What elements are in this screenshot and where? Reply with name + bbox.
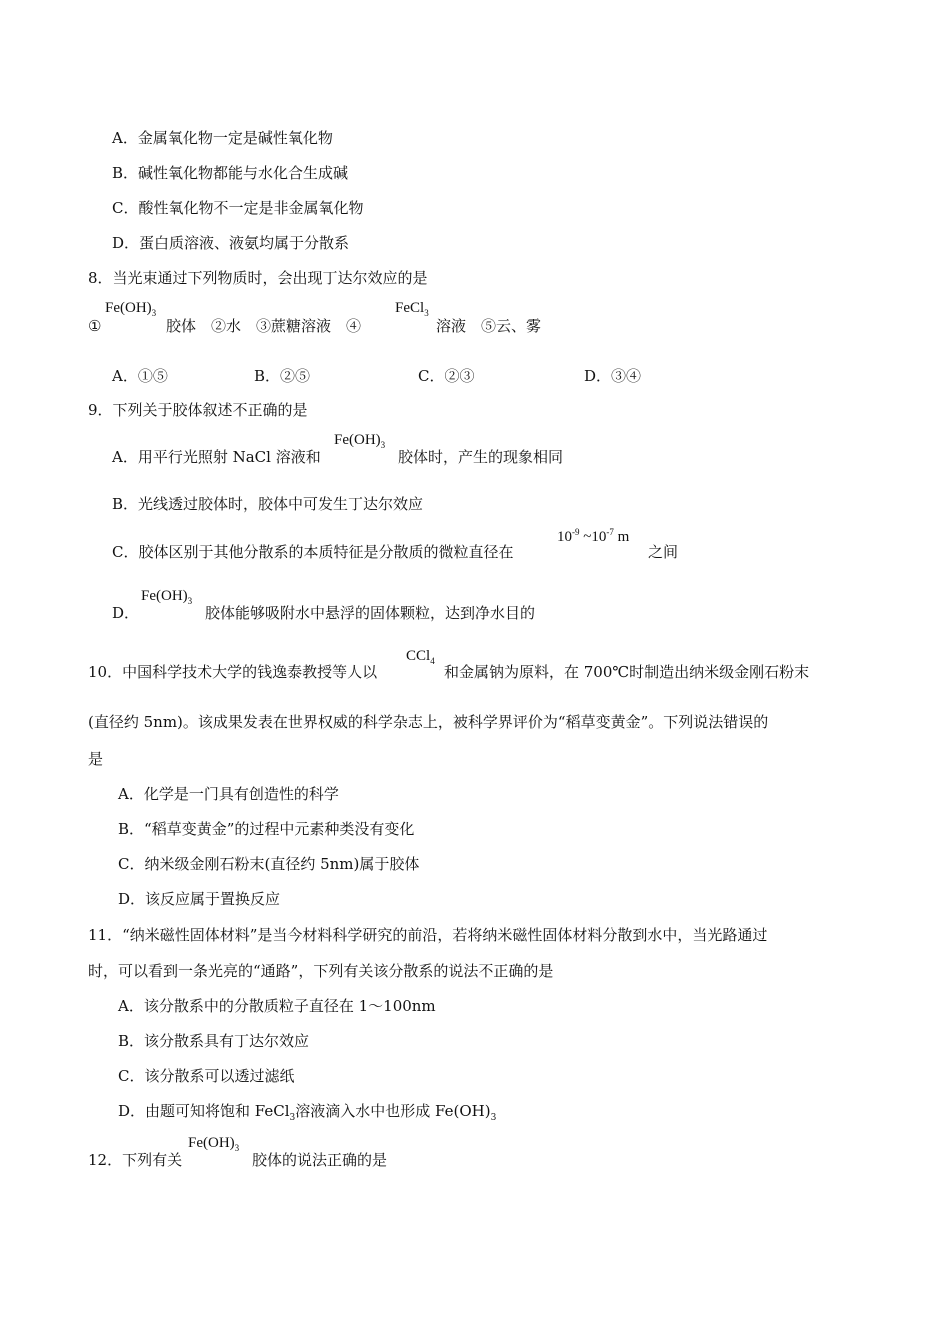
q10-option-b: B．“稻草变黄金”的过程中元素种类没有变化 [118, 820, 415, 838]
q10-option-d: D．该反应属于置换反应 [118, 890, 281, 908]
q8-items-text-2: 溶液 ⑤云、雾 [436, 317, 542, 335]
q10-stem-pre: 10．中国科学技术大学的钱逸泰教授等人以 [88, 663, 378, 681]
q12-stem-post: 胶体的说法正确的是 [252, 1151, 388, 1169]
q8-choice-c: C．②③ [418, 367, 475, 385]
q12-fe-oh-3-formula: $Fe(OH)_3$ [188, 1135, 240, 1153]
q10-option-c: C．纳米级金刚石粉末(直径约 5nm)属于胶体 [118, 855, 420, 873]
q9-option-a-pre: A．用平行光照射 NaCl 溶液和 [112, 448, 321, 466]
q7-option-c: C．酸性氧化物不一定是非金属氧化物 [112, 199, 364, 217]
q9-option-b: B．光线透过胶体时，胶体中可发生丁达尔效应 [112, 495, 424, 513]
q8-fe-oh-3-formula: $Fe(OH)_3$ [105, 300, 157, 318]
q10-ccl4-formula: CCl$_4$ [406, 648, 435, 666]
q8-choice-b: B．②⑤ [254, 367, 311, 385]
q11-option-a: A．该分散系中的分散质粒子直径在 1～100nm [118, 997, 436, 1015]
q7-option-d: D．蛋白质溶液、液氨均属于分散系 [112, 234, 350, 252]
q11-option-d: D．由题可知将饱和 FeCl$_3$溶液滴入水中也形成 $Fe(OH)_3$ [118, 1102, 497, 1123]
q8-choice-a: A．①⑤ [112, 367, 168, 385]
q12-stem-pre: 12．下列有关 [88, 1151, 183, 1169]
q11-option-b: B．该分散系具有丁达尔效应 [118, 1032, 310, 1050]
q7-option-b: B．碱性氧化物都能与水化合生成碱 [112, 164, 349, 182]
q11-stem-line2: 时，可以看到一条光亮的“通路”，下列有关该分散系的说法不正确的是 [88, 962, 554, 980]
q10-stem-post: 和金属钠为原料，在 700℃时制造出纳米级金刚石粉末 [444, 663, 810, 681]
q9-option-d-pre: D． [112, 604, 140, 622]
q10-stem-line2: (直径约 5nm)。该成果发表在世界权威的科学杂志上，被科学界评价为“稻草变黄金”。下列说法错误的 [88, 713, 769, 731]
q8-item1-prefix: ① [88, 317, 102, 335]
q8-fecl3-formula: FeCl$_3$ [395, 300, 429, 318]
q11-stem-line1: 11．“纳米磁性固体材料”是当今材料科学研究的前沿，若将纳米磁性固体材料分散到水中，当光路通过 [88, 926, 768, 944]
q9-stem: 9．下列关于胶体叙述不正确的是 [88, 401, 308, 419]
q11-option-c: C．该分散系可以透过滤纸 [118, 1067, 295, 1085]
q9-c-range-formula: $10^{-9}$ $\sim 10^{-7}$ m [557, 527, 630, 545]
q10-option-a: A．化学是一门具有创造性的科学 [118, 785, 339, 803]
q9-d-fe-oh-3-formula: $Fe(OH)_3$ [141, 588, 193, 606]
q8-stem: 8．当光束通过下列物质时，会出现丁达尔效应的是 [88, 269, 428, 287]
q9-option-a-post: 胶体时，产生的现象相同 [398, 448, 564, 466]
q9-option-d-post: 胶体能够吸附水中悬浮的固体颗粒，达到净水目的 [205, 604, 536, 622]
q8-items-text: 胶体 ②水 ③蔗糖溶液 ④ [166, 317, 362, 335]
q7-option-a: A．金属氧化物一定是碱性氧化物 [112, 129, 333, 147]
q9-a-fe-oh-3-formula: $Fe(OH)_3$ [334, 432, 386, 450]
q10-stem-line3: 是 [88, 750, 104, 768]
q9-option-c-pre: C．胶体区别于其他分散系的本质特征是分散质的微粒直径在 [112, 543, 514, 561]
q9-option-c-post: 之间 [648, 543, 679, 561]
q8-choice-d: D．③④ [584, 367, 642, 385]
